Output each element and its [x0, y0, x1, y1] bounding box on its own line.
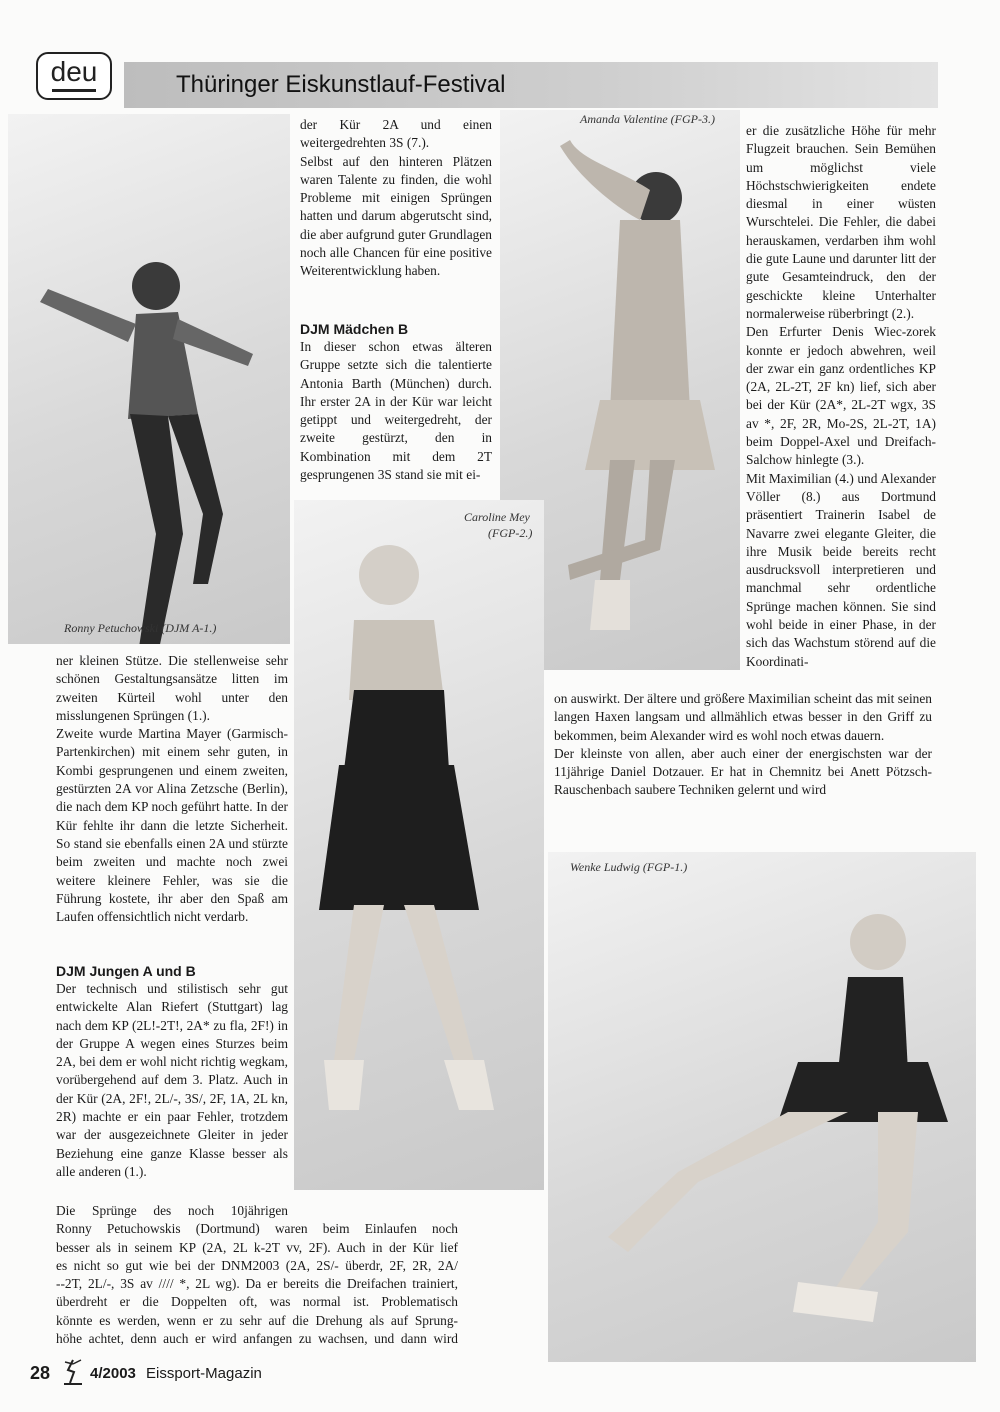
logo-text: deu	[50, 56, 98, 87]
paragraph: Den Erfurter Denis Wiec-zorek konnte er jedoch abwehren, weil der zwar ein ganz ordentliches KP (2A, 2L-2T, 2F kn) lief, sich aber bei der Kür (2A*, 2L-2T wgx, 3S av *, 2F, 2R, Mo-2S, 2L-2T, 1A) beim Doppel-Axel und Dreifach-Salchow hinlegte (3.).	[746, 324, 936, 468]
text-line: Die Sprünge des noch 10jährigen	[56, 1203, 288, 1218]
paragraph: er die zusätzliche Höhe für mehr Flugzeit brauchen. Sein Bemühen um möglichst viele Höchstschwierigkeiten endete diesmal in einer wüsten Wurschtelei. Die Fehler, die dabei herauskamen, verdarben ihm wohl die gute Laune und darunter litt der gute Gesamteindruck, den der geschickte kleine Unterhalter normalerweise rüberbringt (2.).	[746, 123, 936, 321]
photo-ronny-petuchowski	[8, 114, 290, 644]
text-line: es nicht so gut wie bei der DNM2003 (2A, 2S/- überdr, 2F, 2R, 2A/	[56, 1257, 458, 1273]
text-line: überdreht er die Doppelten oft, was normal ist. Problematisch	[56, 1294, 458, 1310]
photo-wenke-ludwig	[548, 852, 976, 1362]
photo-caroline-mey	[294, 500, 544, 1190]
page-title: Thüringer Eiskunstlauf-Festival	[176, 71, 506, 98]
page-number: 28	[30, 1363, 51, 1383]
paragraph: der Kür 2A und einen weitergedrehten 3S (7.).	[300, 117, 492, 151]
paragraph: on auswirkt. Der ältere und größere Maximilian scheint das mit seinen langen Haxen langsam und allmählich etwas besser in den Griff zu bekommen, beim Alexander wird es wohl noch etwas dauern.	[554, 691, 932, 743]
caption-ronny: Ronny Petuchowski (DJM A-1.)	[64, 621, 217, 635]
paragraph: Zweite wurde Martina Mayer (Garmisch-Partenkirchen) mit einem sehr guten, in Kombi gesprungenen und einem zweiten, gestürzten 2A vor Alina Zetzsche (Berlin), die nach dem KP noch geführt hatte. In der Kür fehlte ihr dann die letzte Sicherheit. So stand sie ebenfalls einen 2A und stürzte beim zweiten und machte noch zwei weitere kleinere Fehler, was sie die Führung kostete, ihr aber den Spaß am Laufen offensichtlich nicht verdarb.	[56, 726, 288, 925]
caption-amanda: Amanda Valentine (FGP-3.)	[580, 112, 715, 126]
magazine-name: Eissport-Magazin	[146, 1365, 262, 1382]
text-line: könnte es werden, wenn er zu sehr auf die Drehung als auf Sprung-	[56, 1312, 458, 1328]
skater-silhouette-wenke	[548, 852, 976, 1362]
logo-underline	[52, 89, 96, 92]
column-3	[746, 122, 936, 671]
section-djm-jungen	[56, 962, 288, 1181]
caption-caroline-name: Caroline Mey	[464, 510, 530, 524]
bottom-text-left	[56, 1202, 458, 1348]
paragraph: Der kleinste von allen, aber auch einer der energischsten war der 11jährige Daniel Dotzauer. Er hat in Chemnitz bei Anett Pötzsch-Rauschenbach saubere Techniken gelernt und wird	[554, 745, 932, 798]
section-heading: DJM Mädchen B	[300, 321, 409, 337]
issue-number: 4/2003	[90, 1365, 136, 1382]
column-2-top	[300, 116, 492, 281]
section-heading: DJM Jungen A und B	[56, 963, 196, 979]
paragraph: Der technisch und stilistisch sehr gut entwickelte Alan Riefert (Stuttgart) lag nach dem KP (2L!-2T!, 2A* zu fla, 2F!) in der Gruppe A wegen eines Sturzes beim 2A, bei dem er wohl nicht richtig wegkam, vorübergehend auf dem 3. Platz. Auch in der Kür (2A, 2F!, 2L/-, 3S/, 2F, 1A, 2L kn, 2R) machte er ein paar Fehler, trotzdem war der ausgezeichnete Gleiter in jeder Beziehung eine ganze Klasse besser als alle anderen (1.).	[56, 981, 288, 1179]
caption-wenke: Wenke Ludwig (FGP-1.)	[570, 860, 688, 874]
skater-silhouette-ronny	[8, 114, 290, 644]
caption-caroline-place: (FGP-2.)	[488, 526, 533, 540]
section-djm-maedchen-b	[300, 320, 492, 484]
wide-text-right	[554, 690, 932, 800]
text-line: Ronny Petuchowskis (Dortmund) waren beim Einlaufen noch	[56, 1221, 458, 1237]
paragraph: Mit Maximilian (4.) und Alexander Völler (8.) aus Dortmund präsentiert Trainerin Isabel de Navarre zwei elegante Gleiter, die ihre Musik beide bereits recht ausdrucksvoll interpretieren und manchmal sehr ordentliche Sprünge machen können. Sie sind wohl beide in einer Phase, in der sich das Wachstum störend auf die Koordinati-	[746, 470, 936, 669]
skater-silhouette-caroline	[294, 500, 544, 1190]
text-line: höhe achtet, denn auch er wird anfangen zu wachsen, und dann wird	[56, 1331, 458, 1347]
text-line: besser als in seinem KP (2A, 2L k-2T vv, 2F). Auch in der Kür lief	[56, 1239, 458, 1255]
paragraph: In dieser schon etwas älteren Gruppe setzte sich die talentierte Antonia Barth (München) durch. Ihr erster 2A in der Kür war leicht getippt und weitergedreht, der zweite gestürzt, den in Kombination mit dem 2T gesprungenen 3S stand sie mit ei-	[300, 339, 492, 483]
paragraph: Selbst auf den hinteren Plätzen waren Talente zu finden, die wohl Probleme mit einigen Sprüngen hatten und darum abgerutscht sind, die aber aufgrund guter Grundlagen noch alle Chancen für eine positive Weiterentwicklung haben.	[300, 153, 492, 279]
skater-logo-icon	[60, 1356, 86, 1386]
text-line: --2T, 2L/-, 3S av //// *, 2L wg). Da er bereits die Dreifachen trainiert,	[56, 1276, 458, 1292]
paragraph: ner kleinen Stütze. Die stellenweise sehr schönen Gestaltungsansätze litten im zweiten Kürteil wohl unter den misslungenen Sprüngen (1.).	[56, 653, 288, 723]
column-1-mid	[56, 652, 288, 926]
publisher-logo	[36, 52, 112, 100]
